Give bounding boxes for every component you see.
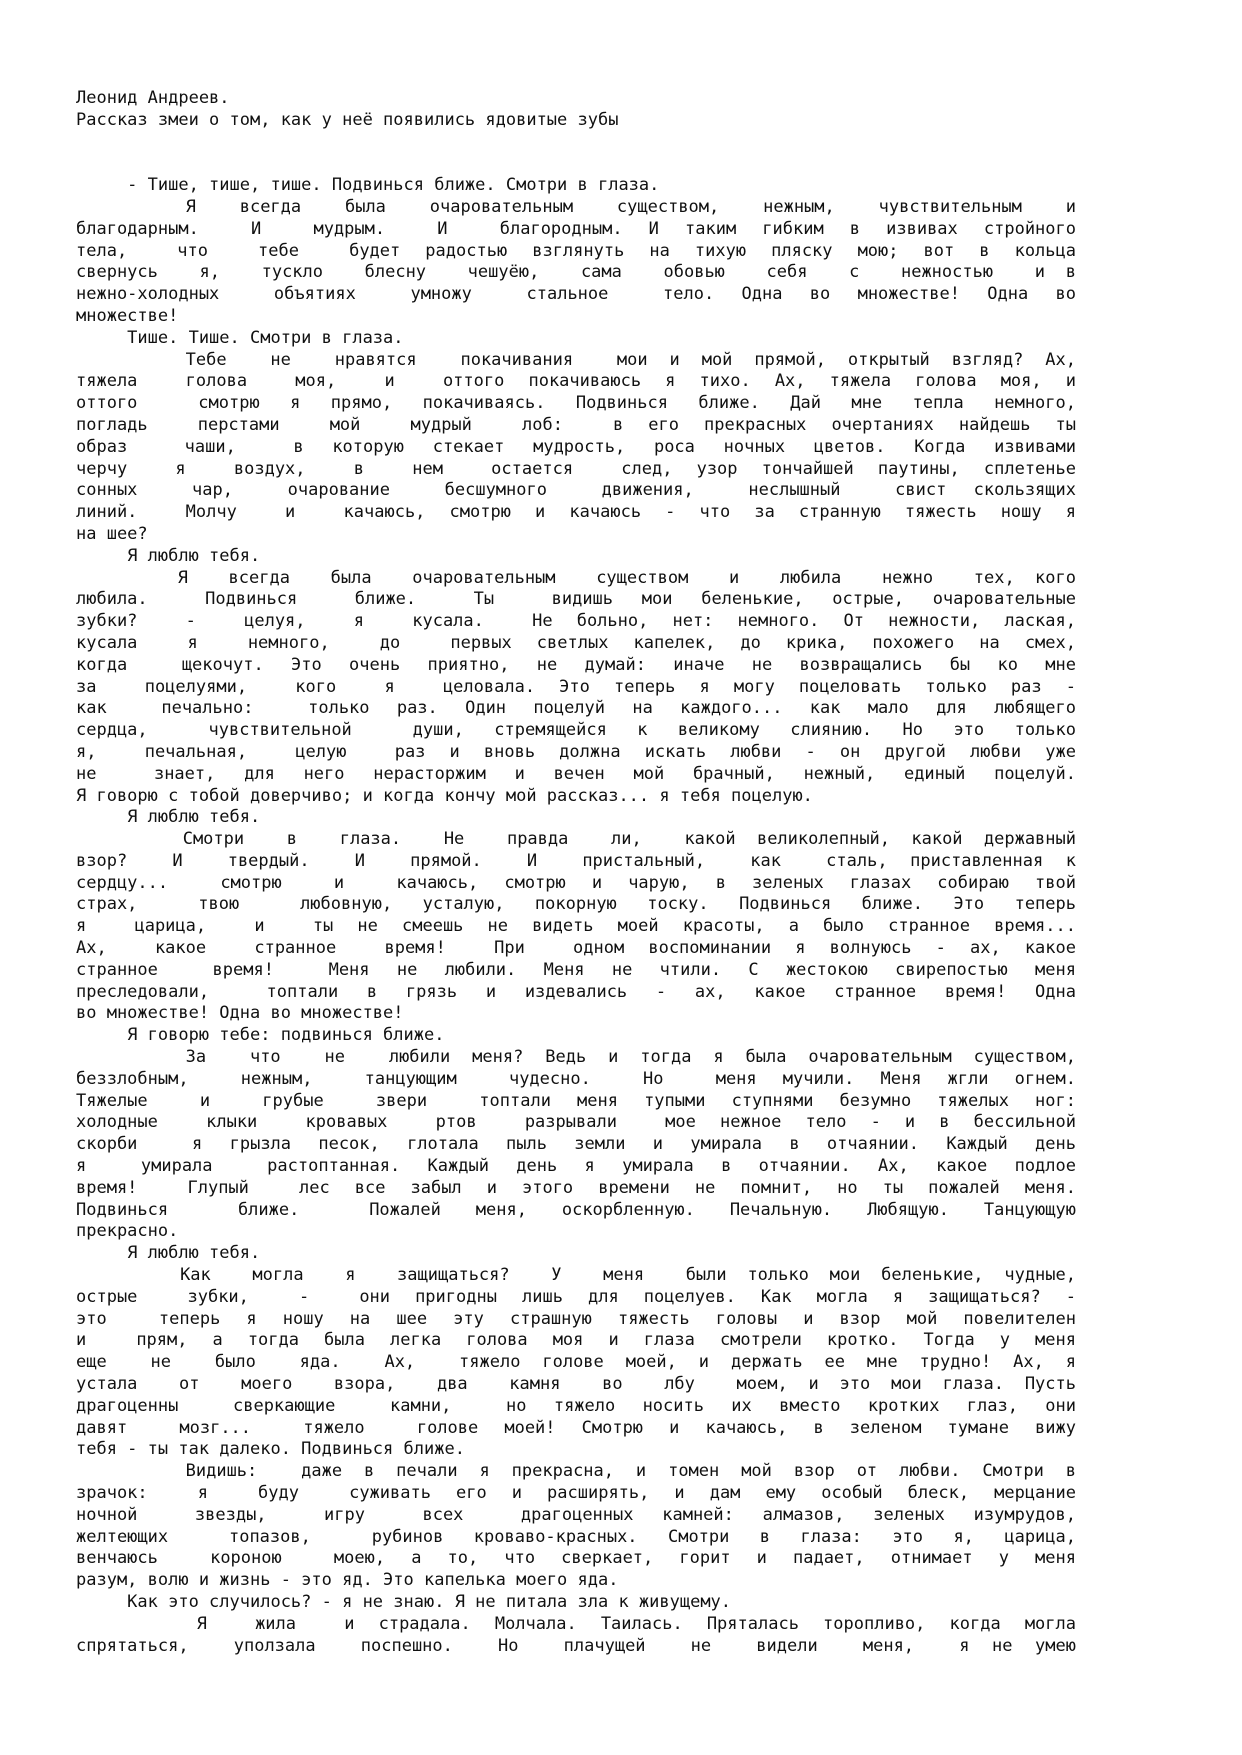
text-line: Я люблю тебя. [76, 1243, 261, 1264]
text-line: Я люблю тебя. [76, 807, 261, 828]
text-line: я, печальная, целую раз и вновь должна искать любви - он другой любви уже [76, 741, 1076, 762]
text-line: холодные клыки кровавых ртов разрывали мое нежное тело - и в бессильной [76, 1112, 1076, 1133]
text-line: это теперь я ношу на шее эту страшную тяжесть головы и взор мой повелителен [76, 1308, 1076, 1329]
text-line: время! Глупый лес все забыл и этого времени не помнит, но ты пожалей меня. [76, 1177, 1076, 1198]
text-line: сердцу... смотрю и качаюсь, смотрю и чарую, в зеленых глазах собираю твой [76, 872, 1076, 893]
text-line: Я жила и страдала. Молчала. Таилась. Пряталась торопливо, когда могла [76, 1613, 1076, 1634]
text-line: свернусь я, тускло блесну чешуёю, сама обовью себя с нежностью и в [76, 262, 1076, 283]
text-line: беззлобным, нежным, танцующим чудесно. Но меня мучили. Меня жгли огнем. [76, 1068, 1076, 1089]
text-line: кусала я немного, до первых светлых капелек, до крика, похожего на смех, [76, 632, 1076, 653]
text-line: Как это случилось? - я не знаю. Я не питала зла к живущему. [76, 1591, 732, 1612]
text-line: Я люблю тебя. [76, 545, 261, 566]
text-line: не знает, для него нерасторжим и вечен мой брачный, нежный, единый поцелуй. [76, 763, 1076, 784]
text-line: погладь перстами мой мудрый лоб: в его прекрасных очертаниях найдешь ты [76, 414, 1076, 435]
text-line: прекрасно. [76, 1221, 179, 1242]
document-page [76, 88, 1076, 1657]
text-line: устала от моего взора, два камня во лбу моем, и это мои глаза. Пусть [76, 1374, 1076, 1395]
blank-line [76, 153, 1076, 175]
blank-line [76, 132, 1076, 154]
text-line: еще не было яда. Ах, тяжело голове моей, и держать ее мне трудно! Ах, я [76, 1352, 1076, 1373]
text-line: множестве! [76, 305, 179, 326]
text-line: Смотри в глаза. Не правда ли, какой великолепный, какой державный [76, 829, 1076, 850]
text-line: - Тише, тише, тише. Подвинься ближе. Смотри в глаза. [76, 175, 660, 196]
text-line: тебя - ты так далеко. Подвинься ближе. [76, 1439, 465, 1460]
text-line: За что не любили меня? Ведь и тогда я была очаровательным существом, [76, 1047, 1076, 1068]
text-line: как печально: только раз. Один поцелуй на каждого... как мало для любящего [76, 698, 1076, 719]
text-line: и прям, а тогда была легка голова моя и глаза смотрели кротко. Тогда у меня [76, 1330, 1076, 1351]
text-line: благодарным. И мудрым. И благородным. И таким гибким в извивах стройного [76, 218, 1076, 239]
author-line: Леонид Андреев. [76, 88, 230, 108]
text-line: страх, твою любовную, усталую, покорную тоску. Подвинься ближе. Это теперь [76, 894, 1076, 915]
text-line: Я говорю с тобой доверчиво; и когда кончу мой рассказ... я тебя поцелую. [76, 785, 813, 806]
text-line: когда щекочут. Это очень приятно, не думай: иначе не возвращались бы ко мне [76, 654, 1076, 675]
text-line: тяжела голова моя, и оттого покачиваюсь я тихо. Ах, тяжела голова моя, и [76, 371, 1076, 392]
text-line: спрятаться, уползала поспешно. Но плачущей не видели меня, я не умею [76, 1635, 1076, 1656]
text-line: сонных чар, очарование бесшумного движения, неслышный свист скользящих [76, 480, 1076, 501]
text-line: Я всегда была очаровательным существом и любила нежно тех, кого [76, 567, 1076, 588]
text-line: любила. Подвинься ближе. Ты видишь мои беленькие, острые, очаровательные [76, 589, 1076, 610]
text-line: Видишь: даже в печали я прекрасна, и томен мой взор от любви. Смотри в [76, 1461, 1076, 1482]
text-line: Тяжелые и грубые звери топтали меня тупыми ступнями безумно тяжелых ног: [76, 1090, 1076, 1111]
text-line: на шее? [76, 523, 148, 544]
text-line: разум, волю и жизнь - это яд. Это капелька моего яда. [76, 1570, 619, 1591]
text-line: Подвинься ближе. Пожалей меня, оскорбленную. Печальную. Любящую. Танцующую [76, 1199, 1076, 1220]
text-line: острые зубки, - они пригодны лишь для поцелуев. Как могла я защищаться? - [76, 1286, 1076, 1307]
text-line: линий. Молчу и качаюсь, смотрю и качаюсь - что за странную тяжесть ношу я [76, 502, 1076, 523]
story-body [76, 175, 1076, 1657]
text-line: желтеющих топазов, рубинов кроваво-красных. Смотри в глаза: это я, царица, [76, 1526, 1076, 1547]
text-line: Как могла я защищаться? У меня были только мои беленькие, чудные, [76, 1265, 1076, 1286]
text-line: драгоценны сверкающие камни, но тяжело носить их вместо кротких глаз, они [76, 1395, 1076, 1416]
text-line: взор? И твердый. И прямой. И пристальный, как сталь, приставленная к [76, 850, 1076, 871]
text-line: Я всегда была очаровательным существом, нежным, чувствительным и [76, 196, 1076, 217]
text-line: во множестве! Одна во множестве! [76, 1003, 404, 1024]
text-line: тела, что тебе будет радостью взглянуть на тихую пляску мою; вот в кольца [76, 240, 1076, 261]
text-line: странное время! Меня не любили. Меня не чтили. С жестокою свирепостью меня [76, 959, 1076, 980]
text-line: преследовали, топтали в грязь и издевались - ах, какое странное время! Одна [76, 981, 1076, 1002]
text-line: зрачок: я буду суживать его и расширять, и дам ему особый блеск, мерцание [76, 1483, 1076, 1503]
text-line: зубки? - целуя, я кусала. Не больно, нет: немного. От нежности, лаская, [76, 611, 1076, 632]
text-line: нежно-холодных объятиях умножу стальное тело. Одна во множестве! Одна во [76, 284, 1076, 305]
text-line: венчаюсь короною моею, а то, что сверкает, горит и падает, отнимает у меня [76, 1548, 1076, 1569]
text-line: скорби я грызла песок, глотала пыль земли и умирала в отчаянии. Каждый день [76, 1134, 1076, 1155]
text-line: ночной звезды, игру всех драгоценных камней: алмазов, зеленых изумрудов, [76, 1504, 1076, 1525]
text-line: оттого смотрю я прямо, покачиваясь. Подвинься ближе. Дай мне тепла немного, [76, 393, 1076, 414]
text-line: Тебе не нравятся покачивания мои и мой прямой, открытый взгляд? Ах, [76, 349, 1076, 370]
story-title: Рассказ змеи о том, как у неё появились ядовитые зубы [76, 109, 619, 130]
text-line: образ чаши, в которую стекает мудрость, роса ночных цветов. Когда извивами [76, 436, 1076, 457]
text-line: я умирала растоптанная. Каждый день я умирала в отчаянии. Ах, какое подлое [76, 1156, 1076, 1177]
text-line: я царица, и ты не смеешь не видеть моей красоты, а было странное время... [76, 916, 1076, 937]
text-line: сердца, чувствительной души, стремящейся к великому слиянию. Но это только [76, 720, 1076, 741]
text-line: Я говорю тебе: подвинься ближе. [76, 1025, 445, 1046]
text-line: Тише. Тише. Смотри в глаза. [76, 327, 404, 348]
text-line: за поцелуями, кого я целовала. Это теперь я могу поцеловать только раз - [76, 676, 1076, 697]
text-line: давят мозг... тяжело голове моей! Смотрю и качаюсь, в зеленом тумане вижу [76, 1417, 1076, 1438]
text-line: черчу я воздух, в нем остается след, узор тончайшей паутины, сплетенье [76, 458, 1076, 479]
text-line: Ах, какое странное время! При одном воспоминании я волнуюсь - ах, какое [76, 938, 1076, 959]
